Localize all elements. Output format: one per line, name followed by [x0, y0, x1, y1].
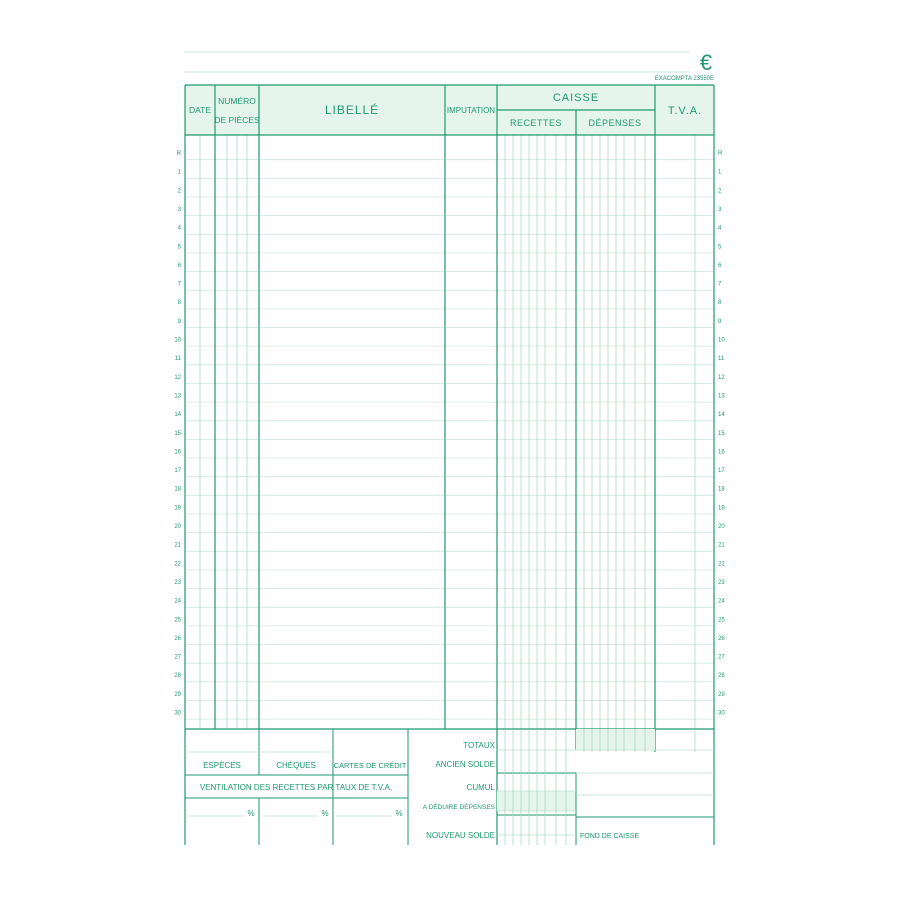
label-ancien-solde: ANCIEN SOLDE — [435, 760, 495, 769]
row-number-right: 10 — [718, 337, 725, 344]
row-number-left: 19 — [174, 505, 181, 512]
header-recettes: RECETTES — [509, 118, 563, 128]
percent-1: % — [247, 809, 255, 818]
row-number-right: 6 — [718, 262, 722, 269]
row-number-right: 25 — [718, 617, 725, 624]
header-de-pieces: DE PIÈCES — [214, 115, 260, 125]
row-number-left: 13 — [174, 393, 181, 400]
row-number-right: 14 — [718, 412, 725, 419]
euro-icon: € — [699, 50, 713, 75]
row-number-left: 12 — [174, 374, 181, 381]
row-number-right: 11 — [718, 356, 725, 363]
row-number-left: 26 — [174, 635, 181, 642]
row-number-left: R — [176, 151, 181, 157]
row-number-left: 3 — [177, 206, 181, 213]
row-number-right: 4 — [718, 225, 722, 232]
row-number-left: 21 — [174, 542, 181, 549]
row-number-right: 5 — [718, 244, 722, 251]
header-tva: T.V.A. — [667, 105, 703, 117]
row-number-right: 27 — [718, 654, 725, 661]
row-number-left: 8 — [177, 300, 181, 307]
row-number-left: 23 — [174, 580, 181, 586]
header-caisse: CAISSE — [552, 92, 600, 104]
row-number-left: 9 — [177, 318, 181, 325]
label-cheques: CHÈQUES — [276, 761, 316, 770]
row-number-right: 12 — [718, 374, 725, 381]
product-reference: EXACOMPTA 23550E — [654, 76, 714, 82]
row-number-left: 24 — [174, 598, 181, 605]
row-number-left: 22 — [174, 561, 181, 568]
row-number-left: 27 — [174, 654, 181, 661]
row-number-right: 28 — [718, 673, 725, 680]
row-number-right: 9 — [718, 318, 722, 325]
row-number-left: 28 — [174, 673, 181, 680]
row-number-left: 18 — [174, 486, 181, 493]
row-number-right: 19 — [718, 505, 725, 512]
row-number-right: 13 — [718, 393, 725, 400]
row-number-right: 29 — [718, 691, 725, 698]
row-number-left: 29 — [174, 691, 181, 698]
row-number-left: 10 — [174, 337, 181, 344]
row-number-left: 4 — [177, 225, 181, 232]
row-number-left: 5 — [177, 244, 181, 251]
row-number-right: 2 — [718, 188, 722, 195]
footer-section — [185, 729, 714, 845]
row-number-left: 11 — [174, 356, 181, 363]
label-ventilation: VENTILATION DES RECETTES PAR TAUX DE T.V.A. — [199, 783, 393, 792]
row-number-left: 30 — [174, 710, 181, 717]
a-deduire-shade — [497, 791, 576, 811]
header-imputation: IMPUTATION — [446, 106, 496, 115]
row-number-left: 16 — [174, 449, 181, 456]
label-totaux: TOTAUX — [463, 741, 495, 750]
row-number-right: 17 — [718, 468, 725, 474]
percent-2: % — [321, 809, 329, 818]
label-a-deduire-depenses: A DÉDUIRE DÉPENSES — [422, 804, 495, 811]
row-number-right: 22 — [718, 561, 725, 568]
row-number-right: 24 — [718, 598, 725, 605]
row-number-right: 15 — [718, 430, 725, 437]
row-number-right: 16 — [718, 449, 725, 456]
percent-3: % — [395, 809, 403, 818]
row-number-right: 30 — [718, 710, 725, 717]
footer-sub-column-rules — [505, 729, 695, 845]
row-number-right: 26 — [718, 635, 725, 642]
row-number-right: 8 — [718, 300, 722, 307]
row-number-right: 1 — [718, 169, 722, 176]
header-depenses: DÉPENSES — [588, 118, 642, 128]
row-number-left: 2 — [177, 188, 181, 195]
row-number-right: 23 — [718, 580, 725, 586]
row-number-left: 14 — [174, 412, 181, 419]
row-number-left: 17 — [174, 468, 181, 474]
header-date: DATE — [188, 105, 212, 115]
row-number-left: 7 — [177, 281, 181, 288]
row-number-right: 21 — [718, 542, 725, 549]
totaux-depenses-shade — [576, 729, 655, 750]
row-number-right: 3 — [718, 206, 722, 213]
row-number-left: 6 — [177, 262, 181, 269]
row-numbers — [174, 151, 725, 717]
row-number-right: 7 — [718, 281, 722, 288]
row-number-left: 1 — [177, 169, 181, 176]
row-number-left: 15 — [174, 430, 181, 437]
label-especes: ESPÈCES — [203, 761, 241, 770]
label-nouveau-solde: NOUVEAU SOLDE — [426, 831, 495, 840]
sub-column-rules — [200, 135, 695, 729]
row-number-right: 18 — [718, 486, 725, 493]
label-cartes-credit: CARTES DE CRÉDIT — [333, 761, 407, 770]
top-header — [184, 50, 714, 82]
row-number-left: 25 — [174, 617, 181, 624]
row-number-left: 20 — [174, 524, 181, 530]
label-fond-de-caisse: FOND DE CAISSE — [580, 833, 640, 840]
header-libelle: LIBELLÉ — [324, 103, 380, 117]
row-number-right: 20 — [718, 524, 725, 530]
label-cumul: CUMUL — [466, 783, 495, 792]
header-numero: NUMÉRO — [218, 96, 256, 106]
row-number-right: R — [718, 151, 723, 157]
